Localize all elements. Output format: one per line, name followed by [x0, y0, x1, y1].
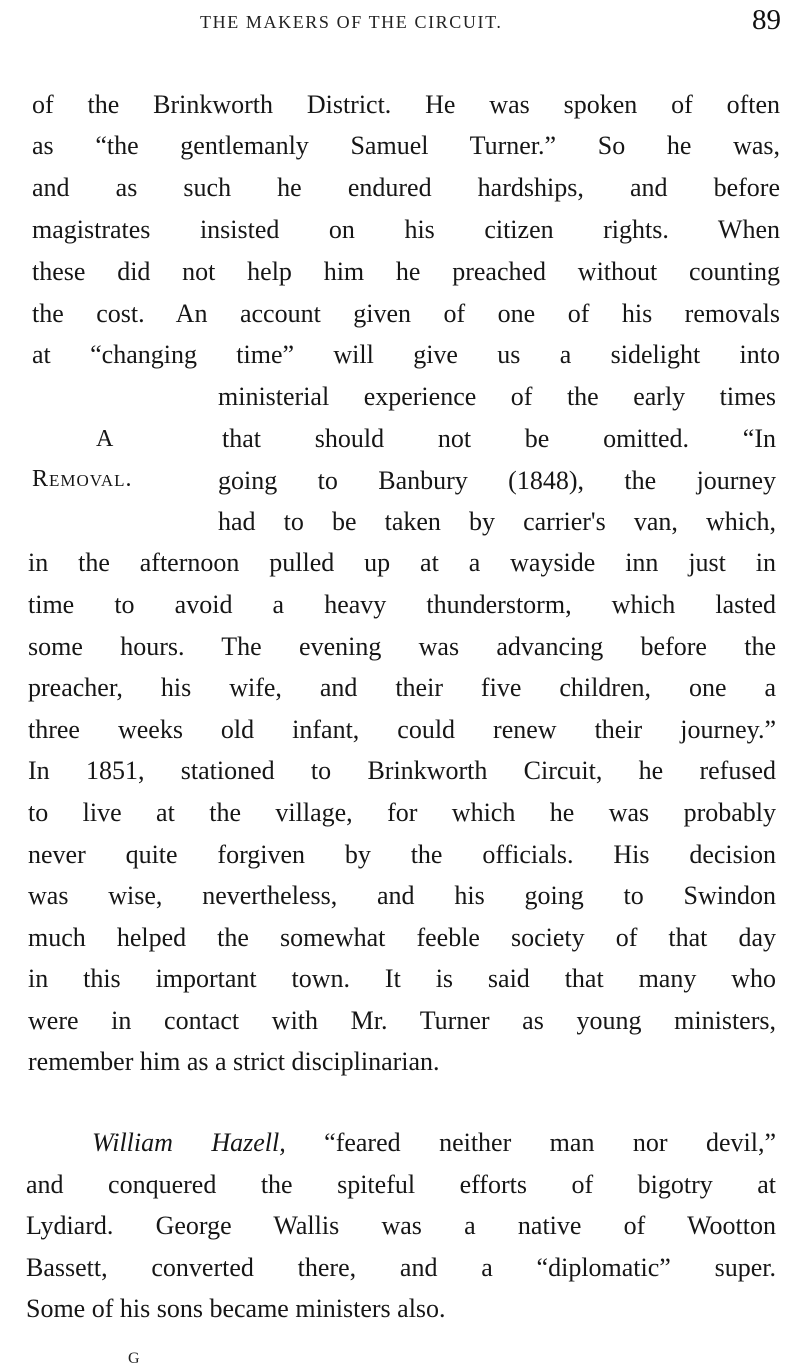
text-fragment: “feared neither man nor devil,”: [324, 1128, 776, 1157]
text-line: at “changing time” will give us a sidelight into: [32, 340, 780, 369]
text-line: In 1851, stationed to Brinkworth Circuit, he refused: [28, 756, 776, 785]
text-line: time to avoid a heavy thunderstorm, which lasted: [28, 590, 776, 619]
page-number: 89: [752, 4, 781, 36]
text-line: ministerial experience of the early times: [218, 382, 776, 411]
side-heading-line1: A: [96, 426, 115, 452]
text-line: magistrates insisted on his citizen rights. When: [32, 215, 780, 244]
text-line: Some of his sons became ministers also.: [26, 1294, 446, 1323]
text-line: in the afternoon pulled up at a wayside inn just in: [28, 548, 776, 577]
text-line: Lydiard. George Wallis was a native of Wootton: [26, 1211, 776, 1240]
text-line: preacher, his wife, and their five children, one a: [28, 673, 776, 702]
text-line: and as such he endured hardships, and before: [32, 173, 780, 202]
text-line: remember him as a strict disciplinarian.: [28, 1047, 440, 1076]
text-line-first: [92, 1128, 776, 1160]
text-line: much helped the somewhat feeble society of that day: [28, 923, 776, 952]
text-line: and conquered the spiteful efforts of bigotry at: [26, 1170, 776, 1199]
side-heading-line2: Removal.: [32, 466, 133, 492]
text-line: had to be taken by carrier's van, which,: [218, 507, 776, 536]
text-line: three weeks old infant, could renew their journey.”: [28, 715, 776, 744]
text-line: some hours. The evening was advancing before the: [28, 632, 776, 661]
text-line: the cost. An account given of one of his removals: [32, 299, 780, 328]
text-line: of the Brinkworth District. He was spoken of often: [32, 90, 780, 119]
text-line: going to Banbury (1848), the journey: [218, 466, 776, 495]
text-line: never quite forgiven by the officials. His decision: [28, 840, 776, 869]
paragraph-hazell: [0, 1110, 800, 1340]
text-line: that should not be omitted. “In: [222, 424, 776, 453]
text-line: in this important town. It is said that many who: [28, 964, 776, 993]
text-line: these did not help him he preached without counting: [32, 257, 780, 286]
side-heading: [0, 0, 210, 520]
text-line: were in contact with Mr. Turner as young ministers,: [28, 1006, 776, 1035]
text-line: as “the gentlemanly Samuel Turner.” So he was,: [32, 131, 780, 160]
text-line: Bassett, converted there, and a “diplomatic” super.: [26, 1253, 776, 1282]
text-line: was wise, nevertheless, and his going to Swindon: [28, 881, 776, 910]
signature-mark: G: [128, 1350, 140, 1367]
person-name: William Hazell,: [92, 1128, 286, 1157]
running-head: THE MAKERS OF THE CIRCUIT.: [200, 12, 503, 32]
text-line: to live at the village, for which he was probably: [28, 798, 776, 827]
